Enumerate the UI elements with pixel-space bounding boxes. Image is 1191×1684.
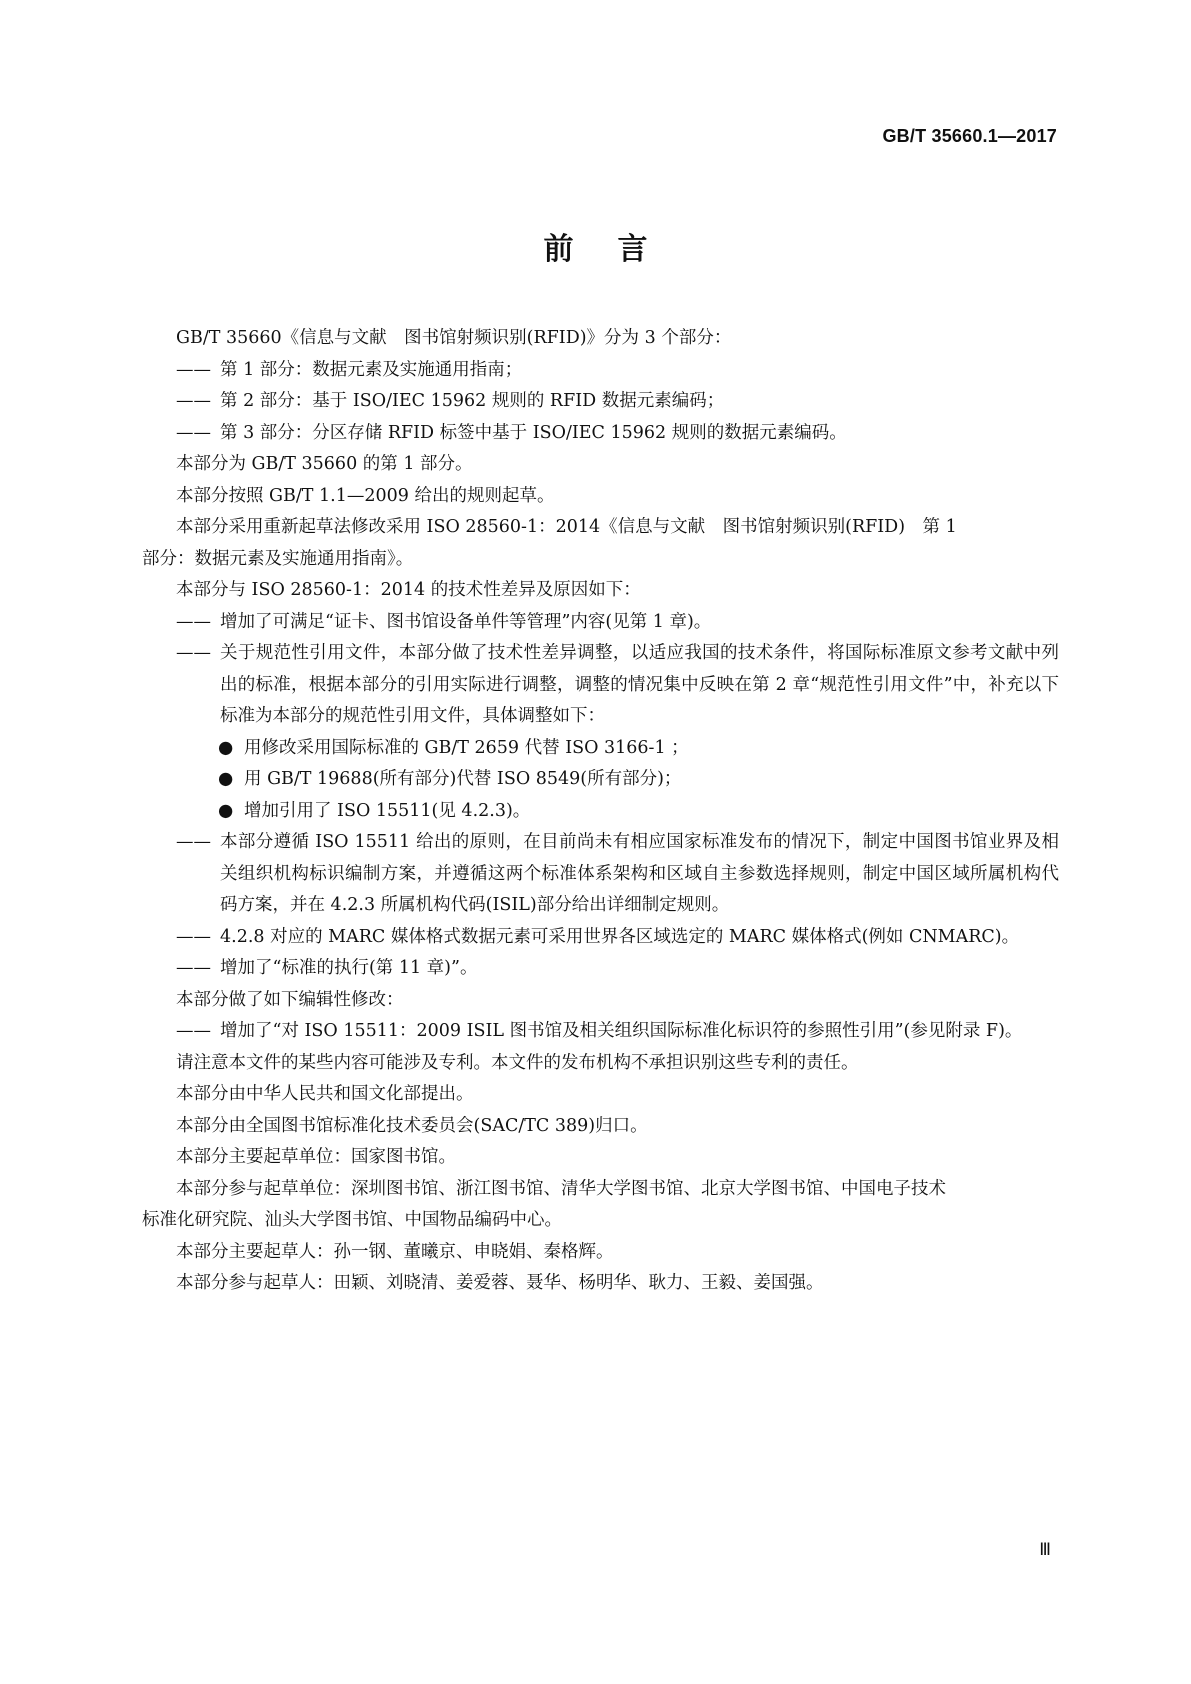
preface-body xyxy=(142,323,1059,1300)
paragraph: 本部分与 ISO 28560-1：2014 的技术性差异及原因如下： xyxy=(176,580,641,600)
dash-item xyxy=(176,827,1059,922)
bullet-item xyxy=(176,764,1059,796)
paragraph-line-continued: 标准化研究院、汕头大学图书馆、中国物品编码中心。 xyxy=(142,1210,562,1230)
paragraph: 本部分参与起草人：田颖、刘晓清、姜爱蓉、聂华、杨明华、耿力、王毅、姜国强。 xyxy=(176,1273,824,1293)
dash-mark: —— xyxy=(176,422,211,443)
bullet-dot: ● xyxy=(218,769,234,789)
dash-item xyxy=(176,1016,1059,1048)
bullet-text: 用修改采用国际标准的 GB/T 2659 代替 ISO 3166-1 ； xyxy=(244,737,689,758)
paragraph: 本部分按照 GB/T 1.1—2009 给出的规则起草。 xyxy=(176,485,555,506)
page-number: Ⅲ xyxy=(1039,1540,1051,1559)
paragraph: 本部分为 GB/T 35660 的第 1 部分。 xyxy=(176,454,473,474)
dash-item xyxy=(176,922,1059,954)
paragraph: 本部分由全国图书馆标准化技术委员会(SAC/TC 389)归口。 xyxy=(176,1115,648,1136)
dash-item-text: 增加了可满足“证卡、图书馆设备单件等管理”内容(见第 1 章)。 xyxy=(220,611,712,632)
page-title: 前言 xyxy=(543,232,692,267)
dash-item xyxy=(176,953,1059,985)
paragraph: 本部分主要起草人：孙一钢、董曦京、申晓娟、秦格辉。 xyxy=(176,1241,614,1262)
bullet-dot: ● xyxy=(218,737,234,758)
dash-item-text: 第 3 部分：分区存储 RFID 标签中基于 ISO/IEC 15962 规则的数据元素编码。 xyxy=(220,422,847,443)
dash-item-text: 增加了“标准的执行(第 11 章)”。 xyxy=(220,958,478,978)
dash-mark: —— xyxy=(176,359,211,380)
paragraph-line: 本部分参与起草单位：深圳图书馆、浙江图书馆、清华大学图书馆、北京大学图书馆、中国电子技术 xyxy=(176,1178,946,1199)
dash-item-text: 4.2.8 对应的 MARC 媒体格式数据元素可采用世界各区域选定的 MARC 媒体格式(例如 CNMARC)。 xyxy=(220,926,1020,947)
dash-item xyxy=(176,418,1059,450)
paragraph: 请注意本文件的某些内容可能涉及专利。本文件的发布机构不承担识别这些专利的责任。 xyxy=(176,1052,859,1073)
paragraph: 本部分主要起草单位：国家图书馆。 xyxy=(176,1147,456,1167)
bullet-item xyxy=(176,733,1059,765)
dash-item-text: 增加了“对 ISO 15511：2009 ISIL 图书馆及相关组织国际标准化标识符的参照性引用”(参见附录 F)。 xyxy=(220,1021,1023,1041)
dash-mark: —— xyxy=(176,391,211,411)
paragraph-line-continued: 部分：数据元素及实施通用指南》。 xyxy=(142,548,414,569)
paragraph-line: 本部分采用重新起草法修改采用 ISO 28560-1：2014《信息与文献 图书馆射频识别(RFID) 第 1 xyxy=(176,517,957,537)
dash-item-text: 第 2 部分：基于 ISO/IEC 15962 规则的 RFID 数据元素编码； xyxy=(220,391,725,411)
dash-item-text: 本部分遵循 ISO 15511 给出的原则，在目前尚未有相应国家标准发布的情况下，制定中国图书馆业界及相关组织机构标识编制方案，并遵循这两个标准体系架构和区域自主参数选择规则，制定中国区域所属机构代码方案，并在 4.2.3 所属机构代码(ISIL)部分给出详细制定规则。 xyxy=(220,832,1059,915)
bullet-text: 用 GB/T 19688(所有部分)代替 ISO 8549(所有部分)； xyxy=(244,769,682,789)
bullet-text: 增加引用了 ISO 15511(见 4.2.3)。 xyxy=(244,800,531,821)
standard-number: GB/T 35660.1—2017 xyxy=(882,126,1057,146)
dash-mark: —— xyxy=(176,643,211,663)
dash-item xyxy=(176,638,1059,733)
dash-mark: —— xyxy=(176,611,211,632)
dash-item xyxy=(176,355,1059,387)
bullet-dot: ● xyxy=(218,800,234,821)
bullet-item xyxy=(176,796,1059,828)
dash-mark: —— xyxy=(176,1021,211,1041)
dash-item xyxy=(176,386,1059,418)
paragraph: 本部分做了如下编辑性修改： xyxy=(176,989,404,1010)
dash-mark: —— xyxy=(176,832,211,852)
dash-item-text: 第 1 部分：数据元素及实施通用指南； xyxy=(220,359,523,380)
dash-mark: —— xyxy=(176,958,211,978)
dash-item xyxy=(176,607,1059,639)
paragraph: GB/T 35660《信息与文献 图书馆射频识别(RFID)》分为 3 个部分： xyxy=(176,328,732,348)
dash-mark: —— xyxy=(176,926,211,947)
paragraph: 本部分由中华人民共和国文化部提出。 xyxy=(176,1084,474,1104)
dash-item-text: 关于规范性引用文件，本部分做了技术性差异调整，以适应我国的技术条件，将国际标准原文参考文献中列出的标准，根据本部分的引用实际进行调整，调整的情况集中反映在第 2 章“规范性引用文件”中，补充以下标准为本部分的规范性引用文件，具体调整如下： xyxy=(220,643,1059,726)
